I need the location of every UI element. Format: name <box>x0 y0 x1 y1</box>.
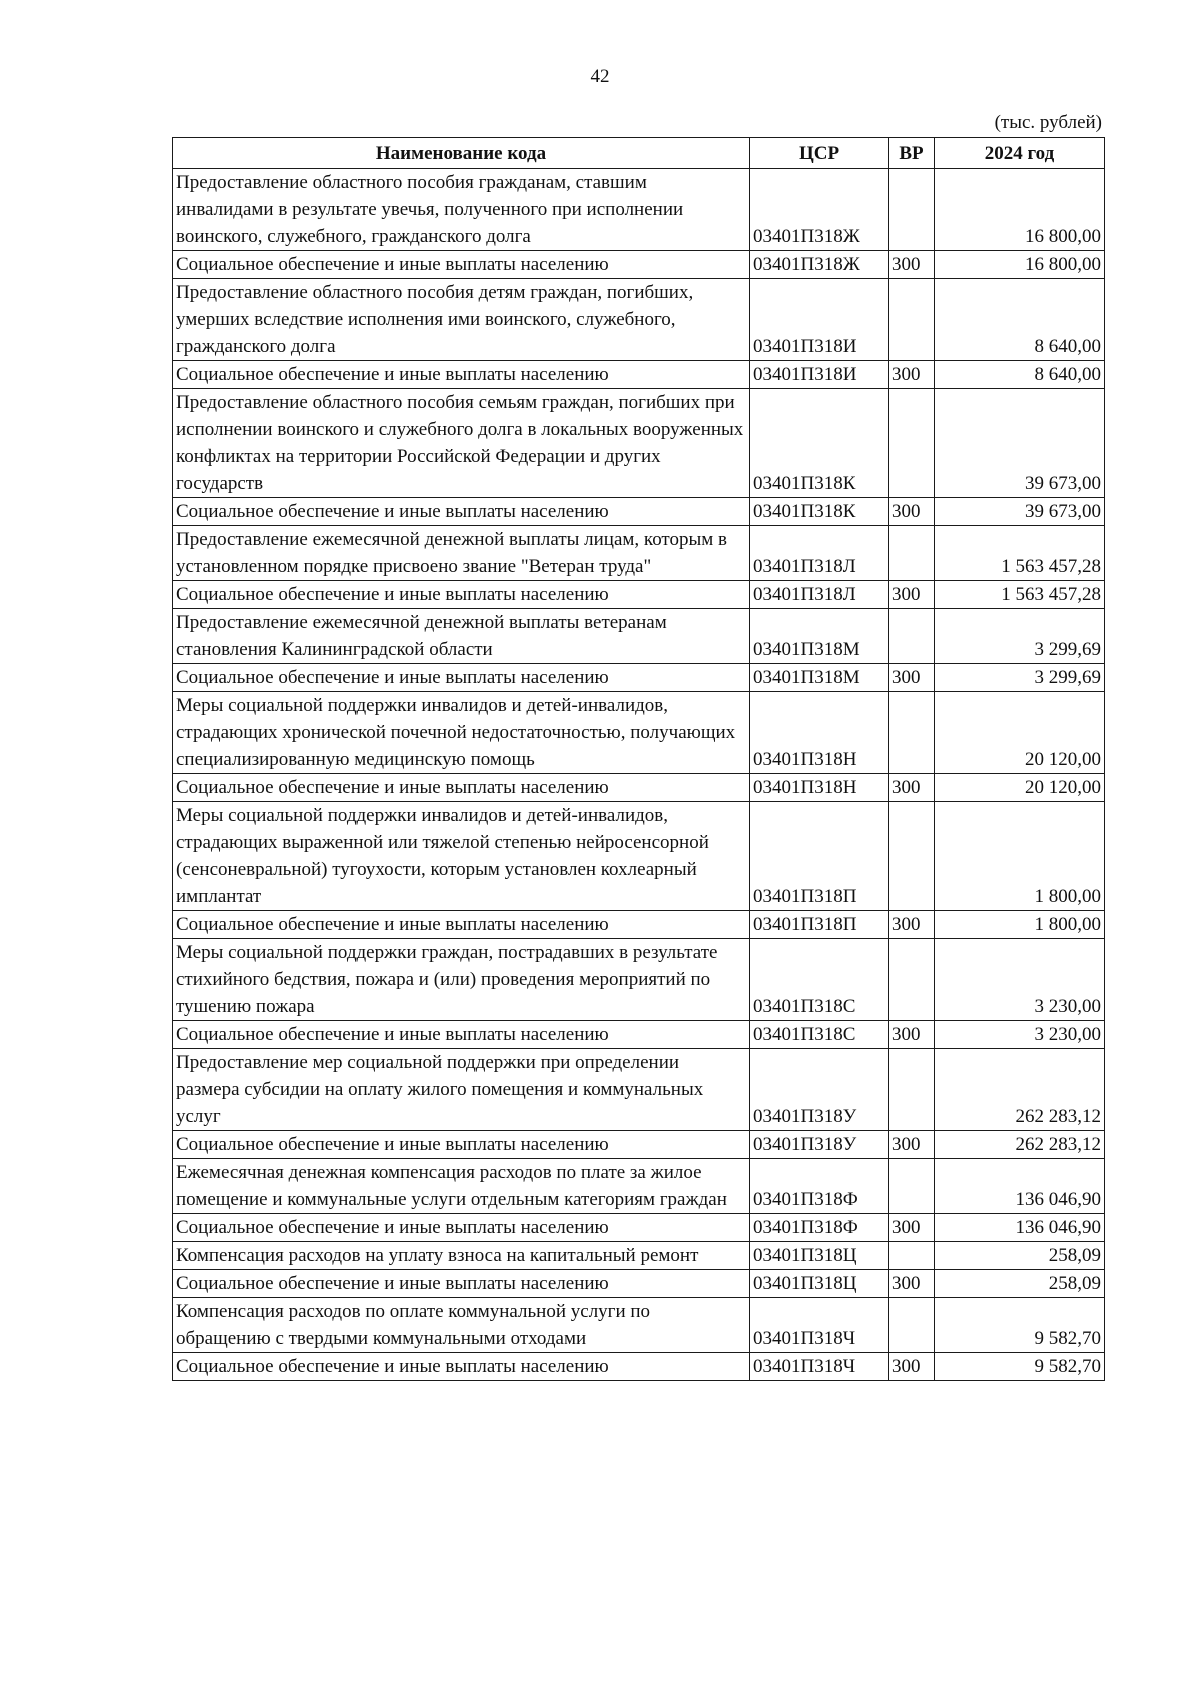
header-sum: 2024 год <box>935 138 1105 169</box>
row-vr <box>889 1242 935 1270</box>
row-sum: 3 230,00 <box>935 1021 1105 1049</box>
row-vr <box>889 802 935 911</box>
row-vr <box>889 1159 935 1214</box>
row-csr: 03401П318С <box>750 1021 889 1049</box>
row-sum: 3 299,69 <box>935 609 1105 664</box>
row-sum: 16 800,00 <box>935 169 1105 251</box>
row-name: Социальное обеспечение и иные выплаты населению <box>173 1214 750 1242</box>
row-csr: 03401П318Ф <box>750 1214 889 1242</box>
row-sum: 1 800,00 <box>935 911 1105 939</box>
row-vr <box>889 526 935 581</box>
table-row <box>173 498 1105 526</box>
row-name: Социальное обеспечение и иные выплаты населению <box>173 911 750 939</box>
row-vr <box>889 1049 935 1131</box>
row-name: Предоставление мер социальной поддержки при определении размера субсидии на оплату жилого помещения и коммунальных услуг <box>173 1049 750 1131</box>
row-sum: 20 120,00 <box>935 692 1105 774</box>
row-csr: 03401П318Н <box>750 774 889 802</box>
row-csr: 03401П318Л <box>750 526 889 581</box>
row-csr: 03401П318П <box>750 802 889 911</box>
table-row <box>173 664 1105 692</box>
row-name: Меры социальной поддержки граждан, пострадавших в результате стихийного бедствия, пожара и (или) проведения мероприятий по тушению пожара <box>173 939 750 1021</box>
row-vr: 300 <box>889 1353 935 1381</box>
budget-table <box>172 137 1105 1381</box>
row-name: Предоставление ежемесячной денежной выплаты ветеранам становления Калининградской области <box>173 609 750 664</box>
row-vr: 300 <box>889 1131 935 1159</box>
table-row <box>173 169 1105 251</box>
table-row <box>173 389 1105 498</box>
row-name: Социальное обеспечение и иные выплаты населению <box>173 1270 750 1298</box>
table-row <box>173 526 1105 581</box>
table-row <box>173 939 1105 1021</box>
header-name: Наименование кода <box>173 138 750 169</box>
row-csr: 03401П318М <box>750 609 889 664</box>
row-sum: 39 673,00 <box>935 498 1105 526</box>
table-row <box>173 1131 1105 1159</box>
table-row <box>173 774 1105 802</box>
row-csr: 03401П318Ж <box>750 169 889 251</box>
row-csr: 03401П318К <box>750 498 889 526</box>
row-name: Социальное обеспечение и иные выплаты населению <box>173 1131 750 1159</box>
row-sum: 1 563 457,28 <box>935 581 1105 609</box>
row-name: Меры социальной поддержки инвалидов и детей-инвалидов, страдающих выраженной или тяжелой степенью нейросенсорной (сенсоневральной) тугоухости, которым установлен кохлеарный имплантат <box>173 802 750 911</box>
row-csr: 03401П318У <box>750 1131 889 1159</box>
row-vr <box>889 169 935 251</box>
row-vr <box>889 609 935 664</box>
row-sum: 136 046,90 <box>935 1214 1105 1242</box>
row-name: Ежемесячная денежная компенсация расходов по плате за жилое помещение и коммунальные услуги отдельным категориям граждан <box>173 1159 750 1214</box>
table-row <box>173 1159 1105 1214</box>
row-vr: 300 <box>889 664 935 692</box>
row-vr <box>889 389 935 498</box>
row-csr: 03401П318К <box>750 389 889 498</box>
table-row <box>173 1021 1105 1049</box>
row-csr: 03401П318И <box>750 279 889 361</box>
row-sum: 20 120,00 <box>935 774 1105 802</box>
row-csr: 03401П318С <box>750 939 889 1021</box>
row-name: Предоставление областного пособия детям граждан, погибших, умерших вследствие исполнения ими воинского, служебного, гражданского долга <box>173 279 750 361</box>
header-csr: ЦСР <box>750 138 889 169</box>
row-sum: 16 800,00 <box>935 251 1105 279</box>
header-vr: ВР <box>889 138 935 169</box>
row-vr: 300 <box>889 911 935 939</box>
page-number: 42 <box>590 66 610 87</box>
row-sum: 1 563 457,28 <box>935 526 1105 581</box>
row-sum: 258,09 <box>935 1270 1105 1298</box>
row-sum: 1 800,00 <box>935 802 1105 911</box>
table-row <box>173 802 1105 911</box>
row-name: Предоставление областного пособия гражданам, ставшим инвалидами в результате увечья, полученного при исполнении воинского, служебного, гражданского долга <box>173 169 750 251</box>
row-vr: 300 <box>889 251 935 279</box>
table-row <box>173 1353 1105 1381</box>
table-row <box>173 581 1105 609</box>
row-name: Социальное обеспечение и иные выплаты населению <box>173 581 750 609</box>
row-sum: 3 299,69 <box>935 664 1105 692</box>
row-sum: 136 046,90 <box>935 1159 1105 1214</box>
row-name: Предоставление областного пособия семьям граждан, погибших при исполнении воинского и служебного долга в локальных вооруженных конфликтах на территории Российской Федерации и других государств <box>173 389 750 498</box>
table-row <box>173 279 1105 361</box>
row-vr <box>889 939 935 1021</box>
units-label: (тыс. рублей) <box>994 112 1102 133</box>
row-csr: 03401П318М <box>750 664 889 692</box>
table-header-row <box>173 138 1105 169</box>
row-sum: 8 640,00 <box>935 361 1105 389</box>
row-name: Социальное обеспечение и иные выплаты населению <box>173 774 750 802</box>
row-vr <box>889 1298 935 1353</box>
table-row <box>173 1242 1105 1270</box>
row-name: Социальное обеспечение и иные выплаты населению <box>173 1021 750 1049</box>
row-vr: 300 <box>889 581 935 609</box>
row-csr: 03401П318Н <box>750 692 889 774</box>
table-row <box>173 911 1105 939</box>
row-csr: 03401П318Ч <box>750 1353 889 1381</box>
table-row <box>173 251 1105 279</box>
row-csr: 03401П318Ф <box>750 1159 889 1214</box>
row-vr: 300 <box>889 774 935 802</box>
table-body <box>173 169 1105 1381</box>
row-vr <box>889 279 935 361</box>
table-row <box>173 361 1105 389</box>
row-sum: 9 582,70 <box>935 1298 1105 1353</box>
row-csr: 03401П318У <box>750 1049 889 1131</box>
row-vr: 300 <box>889 361 935 389</box>
row-vr <box>889 692 935 774</box>
row-name: Предоставление ежемесячной денежной выплаты лицам, которым в установленном порядке присвоено звание "Ветеран труда" <box>173 526 750 581</box>
table-row <box>173 1298 1105 1353</box>
table-row <box>173 1049 1105 1131</box>
row-name: Меры социальной поддержки инвалидов и детей-инвалидов, страдающих хронической почечной недостаточностью, получающих специализированную медицинскую помощь <box>173 692 750 774</box>
row-name: Компенсация расходов по оплате коммунальной услуги по обращению с твердыми коммунальными отходами <box>173 1298 750 1353</box>
row-name: Компенсация расходов на уплату взноса на капитальный ремонт <box>173 1242 750 1270</box>
row-csr: 03401П318Ж <box>750 251 889 279</box>
row-vr: 300 <box>889 1214 935 1242</box>
table-row <box>173 1214 1105 1242</box>
row-csr: 03401П318Л <box>750 581 889 609</box>
row-name: Социальное обеспечение и иные выплаты населению <box>173 361 750 389</box>
row-name: Социальное обеспечение и иные выплаты населению <box>173 1353 750 1381</box>
row-name: Социальное обеспечение и иные выплаты населению <box>173 664 750 692</box>
row-sum: 8 640,00 <box>935 279 1105 361</box>
row-csr: 03401П318И <box>750 361 889 389</box>
row-csr: 03401П318Ч <box>750 1298 889 1353</box>
row-sum: 3 230,00 <box>935 939 1105 1021</box>
row-sum: 262 283,12 <box>935 1131 1105 1159</box>
row-csr: 03401П318Ц <box>750 1270 889 1298</box>
row-vr: 300 <box>889 1270 935 1298</box>
table-row <box>173 609 1105 664</box>
row-csr: 03401П318П <box>750 911 889 939</box>
row-sum: 262 283,12 <box>935 1049 1105 1131</box>
row-sum: 9 582,70 <box>935 1353 1105 1381</box>
row-name: Социальное обеспечение и иные выплаты населению <box>173 498 750 526</box>
row-sum: 39 673,00 <box>935 389 1105 498</box>
row-csr: 03401П318Ц <box>750 1242 889 1270</box>
row-sum: 258,09 <box>935 1242 1105 1270</box>
table-row <box>173 1270 1105 1298</box>
table-row <box>173 692 1105 774</box>
row-name: Социальное обеспечение и иные выплаты населению <box>173 251 750 279</box>
row-vr: 300 <box>889 1021 935 1049</box>
row-vr: 300 <box>889 498 935 526</box>
